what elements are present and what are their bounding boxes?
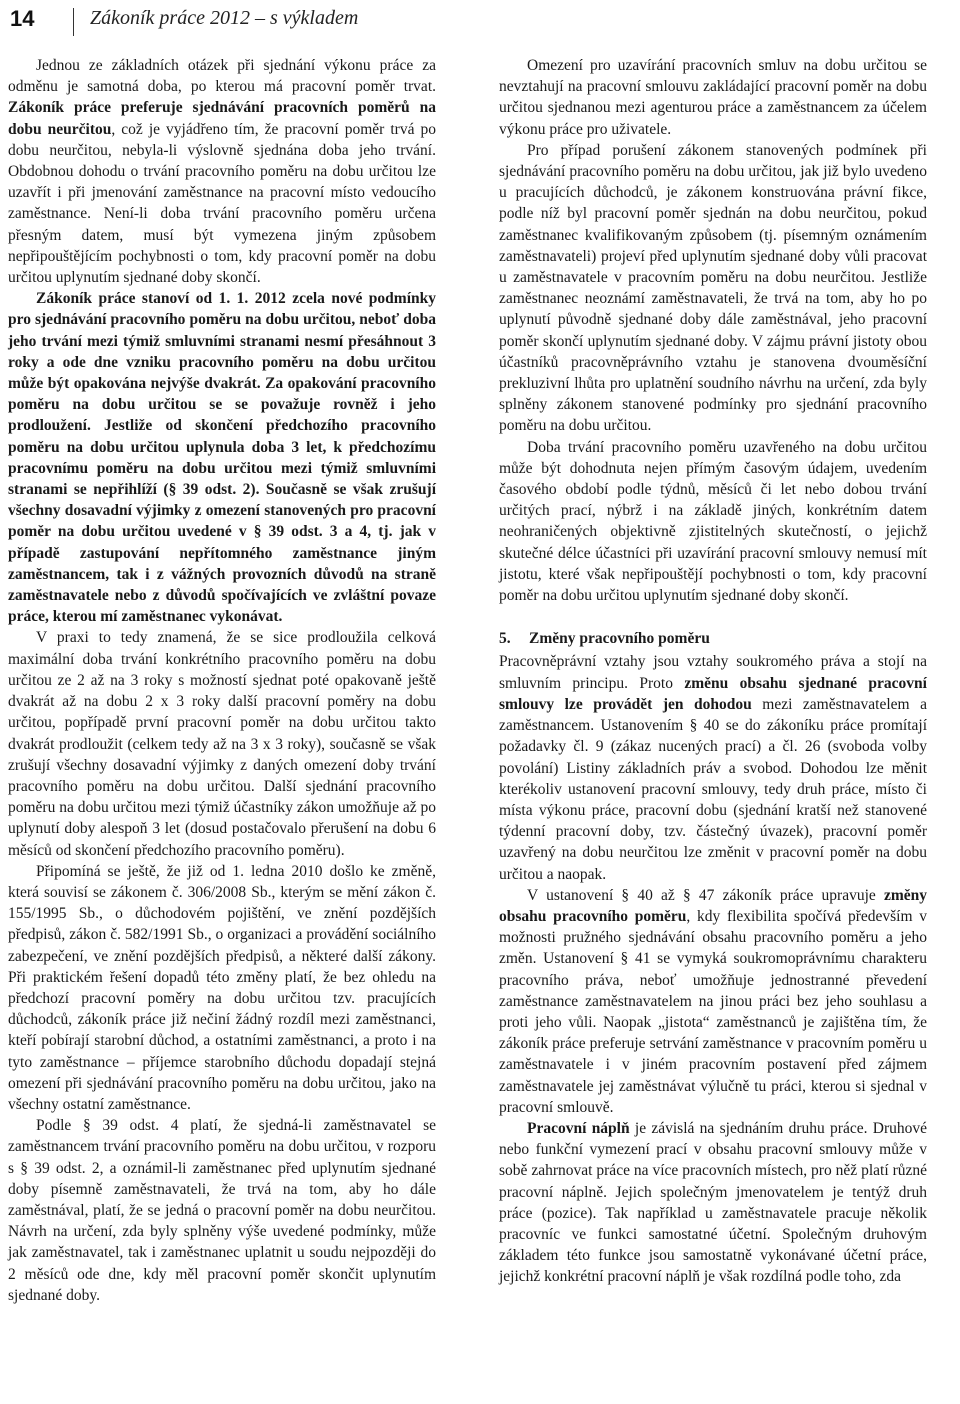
paragraph-text: Jednou ze základních otázek při sjednání výkonu práce za odměnu je samotná doba, po kterou má pracovní poměr trvat. xyxy=(8,57,436,96)
paragraph: Omezení pro uzavírání pracovních smluv na dobu určitou se nevztahují na pracovní smlouvu zakládající pracovní poměr na dobu určitou sjednanou mezi agenturou práce a zaměstnancem za účelem výkonu práce pro uživatele. xyxy=(499,57,927,138)
emphasis-text: změnu obsahu sjednané pracovní smlouvy lze provádět jen dohodou xyxy=(499,674,927,713)
paragraph: Doba trvání pracovního poměru uzavřeného na dobu určitou může být dohodnuta nejen přímým časovým údajem, uvedením časového období podle týdnů, měsíců či let nebo dobou trvání určitých prací, nýbrž i na základě jiných, konkrétním datem neohraničených objektivně zjistitelných skutečností, o jejichž skutečné délce účastníci při uzavírání pracovní smlouvy nemusí mít jistotu, které však nepřipouštějí pochybnosti o tom, kdy pracovní poměr na dobu určitou uplynutím sjednané doby skončí. xyxy=(499,438,927,605)
header-divider xyxy=(73,8,74,36)
paragraph: Připomíná se ještě, že již od 1. ledna 2010 došlo ke změně, která souvisí se zákonem č. 306/2008 Sb., kterým se mění zákon č. 155/1995 Sb., o důchodovém pojištění, ve znění pozdějších předpisů, zákon č. 582/1991 Sb., o organizaci a provádění sociálního zabezpečení, ve znění pozdějších předpisů, a některé další zákony. Při praktickém řešení dopadů této změny platí, že bez ohledu na předchozí pracovní poměry na dobu určitou tzv. pracujících důchodců, zákoník práce již nečiní žádný rozdíl mezi zaměstnanci, kteří pobírají starobní důchod, a ostatními zaměstnanci, a proto i na tyto zaměstnance – příjemce starobního důchodu dopadají stejná omezení při sjednávání pracovního poměru na dobu určitou, jako na všechny ostatní zaměstnance. xyxy=(8,862,436,1113)
emphasis-text: změny obsahu pracovního poměru xyxy=(499,886,927,925)
paragraph-text: , kdy flexibilita spočívá především v možnosti pružného sjednávání obsahu pracovního poměru a jeho změn. Ustanovení § 41 se vymyká soukromoprávnímu charakteru pracovního práva, neboť umožňuje jednostranné převedení zaměstnance zaměstnavatelem na jinou práci bez jeho souhlasu a proti jeho vůli. Naopak „jistota“ zaměstnanců je zajištěna tím, že zákoník práce preferuje setrvání zaměstnance v pracovním poměru u zaměstnavatele i v jiném pracovním postavení před zájmem zaměstnavatele jej zaměstnávat výlučně tu práci, kterou si sjednal v pracovní smlouvě. xyxy=(499,907,927,1116)
paragraph-bold xyxy=(8,288,436,627)
section-number: 5. xyxy=(499,630,511,648)
page-number: 14 xyxy=(10,6,35,31)
paragraph-text: , což je vyjádřeno tím, že pracovní poměr trvá po dobu neurčitou, nebyla-li výslovně sjednána doba jeho trvání. Obdobnou dohodu o trvání pracovního poměru na dobu určitou lze uzavřít i při jmenování zaměstnance na pracovní místo vedoucího zaměstnance. Není-li doba trvání pracovního poměru určena přesným datem, musí být vymezena jiným způsobem nepřipouštějícím pochybnosti o tom, kdy pracovní poměr na dobu určitou uplynutím sjednané doby skončí. xyxy=(8,120,436,287)
paragraph: Pro případ porušení zákonem stanovených podmínek při sjednávání pracovního poměru na dobu určitou, jak již bylo uvedeno u pracujících důchodců, je zákonem konstruována právní fikce, podle níž byl pracovní poměr sjednán na dobu neurčitou, pokud zaměstnanec kvalifikovaným způsobem (tj. písemným oznámením zaměstnavateli) projeví před uplynutím sjednané doby vůli pracovat u zaměstnavatele v pracovním poměru na dobu neurčitou. Jestliže zaměstnanec neoznámí zaměstnavateli, že trvá na tom, aby ho po uplynutí původně sjednané doby dále zaměstnával, jeho pracovní poměr skončí uplynutím sjednané doby. V zájmu právní jistoty obou účastníků pracovněprávního vztahu je stanovena dvouměsíční prekluzivní lhůta pro uplatnění soudního návrhu na určení, zda byly splněny zákonem stanovené podmínky pro sjednání pracovního poměru na dobu určitou. xyxy=(499,141,927,435)
paragraph xyxy=(499,885,927,1118)
right-column xyxy=(499,55,927,1288)
emphasis-text: Pracovní náplň xyxy=(527,1119,630,1137)
running-header xyxy=(10,2,950,38)
emphasis-text: Zákoník práce preferuje sjednávání pracovních poměrů na dobu neurčitou xyxy=(8,99,436,138)
section-heading xyxy=(499,628,927,649)
paragraph-text: V ustanovení § 40 až § 47 zákoník práce upravuje xyxy=(527,886,884,904)
paragraph-text: Pracovněprávní vztahy jsou vztahy soukromého práva a stojí na smluvním principu. Proto xyxy=(499,653,927,692)
paragraph-text: mezi zaměstnavatelem a zaměstnancem. Ustanovením § 40 se do zákoníku práce promítají požadavky čl. 9 (zákaz nucených prací) a čl. 26 (svoboda volby povolání) Listiny základních práv a svobod. Dohodou lze měnit kterékoliv ustanovení pracovní smlouvy, tedy druh práce, místo či místa výkonu práce, pracovní dobu (sjednání kratší než stanovené týdenní pracovní doby, tzv. částečný úvazek), pracovní poměr uzavřený na dobu neurčitou lze změnit v pracovní poměr na dobu určitou a naopak. xyxy=(499,695,927,883)
section-title: Změny pracovního poměru xyxy=(529,630,710,648)
paragraph-text: je závislá na sjednáním druhu práce. Druhové nebo funkční vymezení prací v obsahu pracovní smlouvy může v sobě zahrnovat práce na více pracovních místech, pro něž platí různé pracovní náplně. Jejich společným jmenovatelem je tentýž druh práce (pozice). Tak například u zaměstnavatele pracuje několik pracovníc ve funkci samostatné účetní. Společným druhovým základem této funkce jsou samostatně vykonávané účetní práce, jejichž konkrétní pracovní náplň je však rozdílná podle toho, zda xyxy=(499,1119,927,1286)
left-column xyxy=(8,55,436,1306)
paragraph xyxy=(8,55,436,288)
paragraph: Podle § 39 odst. 4 platí, že sjedná-li zaměstnavatel se zaměstnancem trvání pracovního poměru na dobu určitou, v rozporu s § 39 odst. 2, a oznámil-li zaměstnanec před uplynutím sjednané doby písemně zaměstnavateli, že trvá na tom, aby ho dále zaměstnával, platí, že se jedná o pracovní poměr na dobu neurčitou. Návrh na určení, zda byly splněny výše uvedené podmínky, může jak zaměstnavatel, tak i zaměstnanec uplatnit u soudu nejpozději do 2 měsíců ode dne, kdy měl pracovní poměr skončit uplynutím sjednané doby. xyxy=(8,1117,436,1304)
emphasis-text: Zákoník práce stanoví od 1. 1. 2012 zcela nové podmínky pro sjednávání pracovního poměru na dobu určitou, neboť doba jeho trvání mezi týmiž smluvními stranami nesmí přesáhnout 3 roky a ode dne vzniku pracovního poměru na dobu určitou může být opakována nejvýše dvakrát. Za opakování pracovního poměru na dobu určitou se se považuje rovněž i jeho prodloužení. Jestliže od skončení předchozího pracovního poměru na dobu určitou uplynula doba 3 let, k předchozímu pracovnímu poměru na dobu určitou mezi týmiž smluvními stranami se nepřihlíží (§ 39 odst. 2). Současně se však zrušují všechny dosavadní výjimky z omezení stanovených pro pracovní poměr na dobu určitou uvedené v § 39 odst. 3 a 4, tj. xyxy=(8,290,436,541)
emphasis-text: jak v případě zastupování nepřítomného zaměstnance jiným zaměstnancem, tak i z vážných provozních důvodů na straně zaměstnavatele nebo z důvodů spočívajících ve zvláštní povaze práce, kterou mí zaměstnanec vykonávat. xyxy=(8,523,436,626)
paragraph xyxy=(499,651,927,884)
paragraph: V praxi to tedy znamená, že se sice prodloužila celková maximální doba trvání konkrétního pracovního poměru na dobu určitou ze 2 až na 3 roky s možností sjednat poté opakovaně ještě dvakrát až na dobu 2 x 3 roky další pracovní poměry na dobu určitou, popřípadě první pracovní poměr na dobu určitou takto dvakrát prodloužit (celkem tedy až na 3 x 3 roky), současně se však zrušují všechny dosavadní výjimky z daných omezení doby trvání pracovního poměru na dobu určitou. Další sjednání pracovního poměru na dobu určitou mezi týmiž účastníky zákon umožňuje až po uplynutí doby alespoň 3 let (dosud postačovalo přerušení na dobu 6 měsíců od skončení předchozího pracovního poměru). xyxy=(8,629,436,859)
running-title: Zákoník práce 2012 – s výkladem xyxy=(90,7,359,29)
paragraph xyxy=(499,1118,927,1288)
